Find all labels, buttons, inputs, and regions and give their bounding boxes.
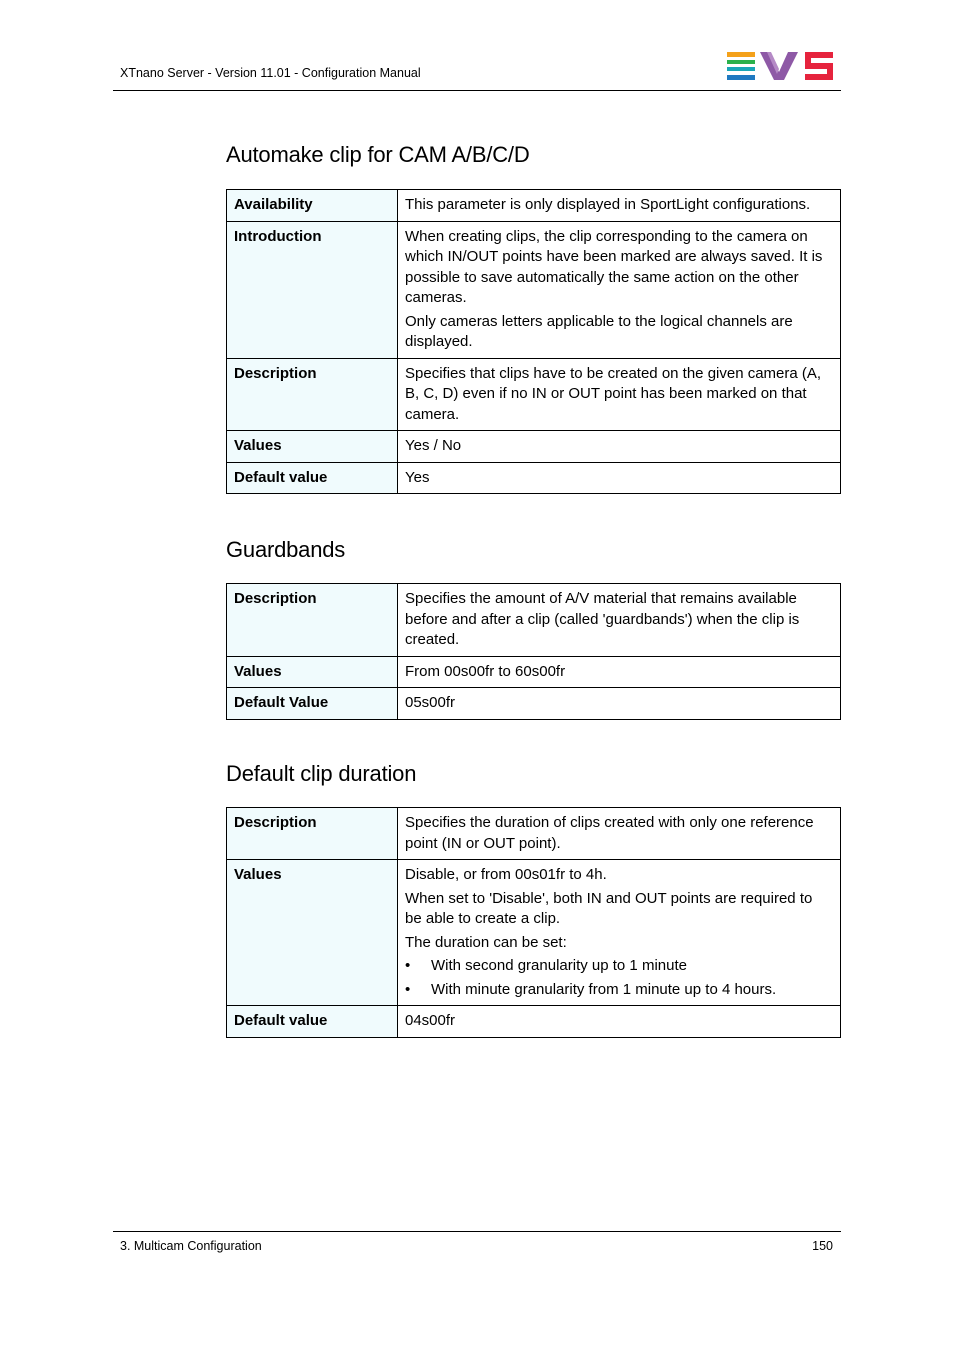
paragraph: Yes / No	[405, 437, 462, 454]
bullet-symbol: •	[405, 957, 411, 974]
guardbands-table	[226, 583, 841, 720]
paragraph: From 00s00fr to 60s00fr	[405, 662, 566, 680]
row-label: Description	[227, 358, 398, 431]
paragraph: When set to 'Disable', both IN and OUT points are required to be able to create a clip.	[405, 889, 813, 927]
table-row	[227, 1006, 841, 1038]
row-value	[398, 808, 841, 860]
logo-bar-blue	[727, 75, 755, 80]
page-number: 150	[812, 1239, 833, 1253]
list-item-text: With second granularity up to 1 minute	[431, 957, 687, 974]
chapter-label: 3. Multicam Configuration	[120, 1239, 262, 1253]
row-label: Default value	[227, 1006, 398, 1038]
paragraph: Yes	[405, 468, 430, 486]
table-row	[227, 221, 841, 358]
evs-logo	[727, 52, 833, 82]
logo-bar-orange	[727, 52, 755, 57]
page-footer	[113, 1231, 841, 1262]
row-label: Values	[227, 431, 398, 463]
automake-clip-table	[226, 189, 841, 494]
row-label: Description	[227, 808, 398, 860]
row-value	[398, 860, 841, 1006]
paragraph: This parameter is only displayed in SportLight configurations.	[405, 196, 811, 213]
paragraph: Specifies that clips have to be created on the given camera (A, B, C, D) even if no IN or OUT point has been marked on that camera.	[405, 364, 822, 423]
table-row	[227, 688, 841, 720]
default-clip-duration-table	[226, 807, 841, 1038]
section-title-default-clip-duration: Default clip duration	[226, 761, 417, 786]
row-value	[398, 431, 841, 463]
table-row	[227, 462, 841, 494]
table-row	[227, 584, 841, 657]
paragraph: Disable, or from 00s01fr to 4h.	[405, 866, 607, 883]
row-value	[398, 656, 841, 688]
paragraph: When creating clips, the clip corresponding to the camera on which IN/OUT points have been marked are always saved. It is possible to save automatically the same action on the other cameras.	[405, 227, 823, 306]
row-value	[398, 688, 841, 720]
row-value	[398, 358, 841, 431]
section-title-automake-clip: Automake clip for CAM A/B/C/D	[226, 142, 530, 167]
row-label: Description	[227, 584, 398, 657]
paragraph: 05s00fr	[405, 694, 456, 711]
page-header	[113, 52, 841, 91]
paragraph: Only cameras letters applicable to the logical channels are displayed.	[405, 312, 793, 350]
list-item-text: With minute granularity from 1 minute up to 4 hours.	[431, 980, 777, 998]
paragraph: 04s00fr	[405, 1012, 456, 1029]
paragraph: The duration can be set:	[405, 933, 567, 951]
row-value	[398, 221, 841, 358]
row-label: Availability	[227, 190, 398, 222]
table-row	[227, 808, 841, 860]
logo-bar-green	[727, 60, 755, 64]
table-row	[227, 656, 841, 688]
row-value	[398, 584, 841, 657]
row-value	[398, 462, 841, 494]
table-row	[227, 860, 841, 1006]
row-label: Values	[227, 656, 398, 688]
row-value	[398, 1006, 841, 1038]
row-value	[398, 190, 841, 222]
paragraph: Specifies the duration of clips created with only one reference point (IN or OUT point).	[405, 814, 814, 852]
document-title: XTnano Server - Version 11.01 - Configuration Manual	[120, 66, 421, 80]
bullet-symbol: •	[405, 980, 411, 998]
logo-v	[760, 52, 798, 80]
row-label: Default Value	[227, 688, 398, 720]
logo-bar-teal	[727, 67, 755, 71]
list-item	[405, 956, 833, 977]
row-label: Default value	[227, 462, 398, 494]
bullet-list	[405, 956, 833, 1000]
table-row	[227, 358, 841, 431]
row-label: Introduction	[227, 221, 398, 358]
paragraph: Specifies the amount of A/V material that remains available before and after a clip (called 'guardbands') when the clip is created.	[405, 590, 800, 648]
section-title-guardbands: Guardbands	[226, 537, 346, 562]
table-row	[227, 431, 841, 463]
table-row	[227, 190, 841, 222]
logo-s	[805, 52, 833, 80]
row-label: Values	[227, 860, 398, 1006]
list-item	[405, 980, 833, 1001]
